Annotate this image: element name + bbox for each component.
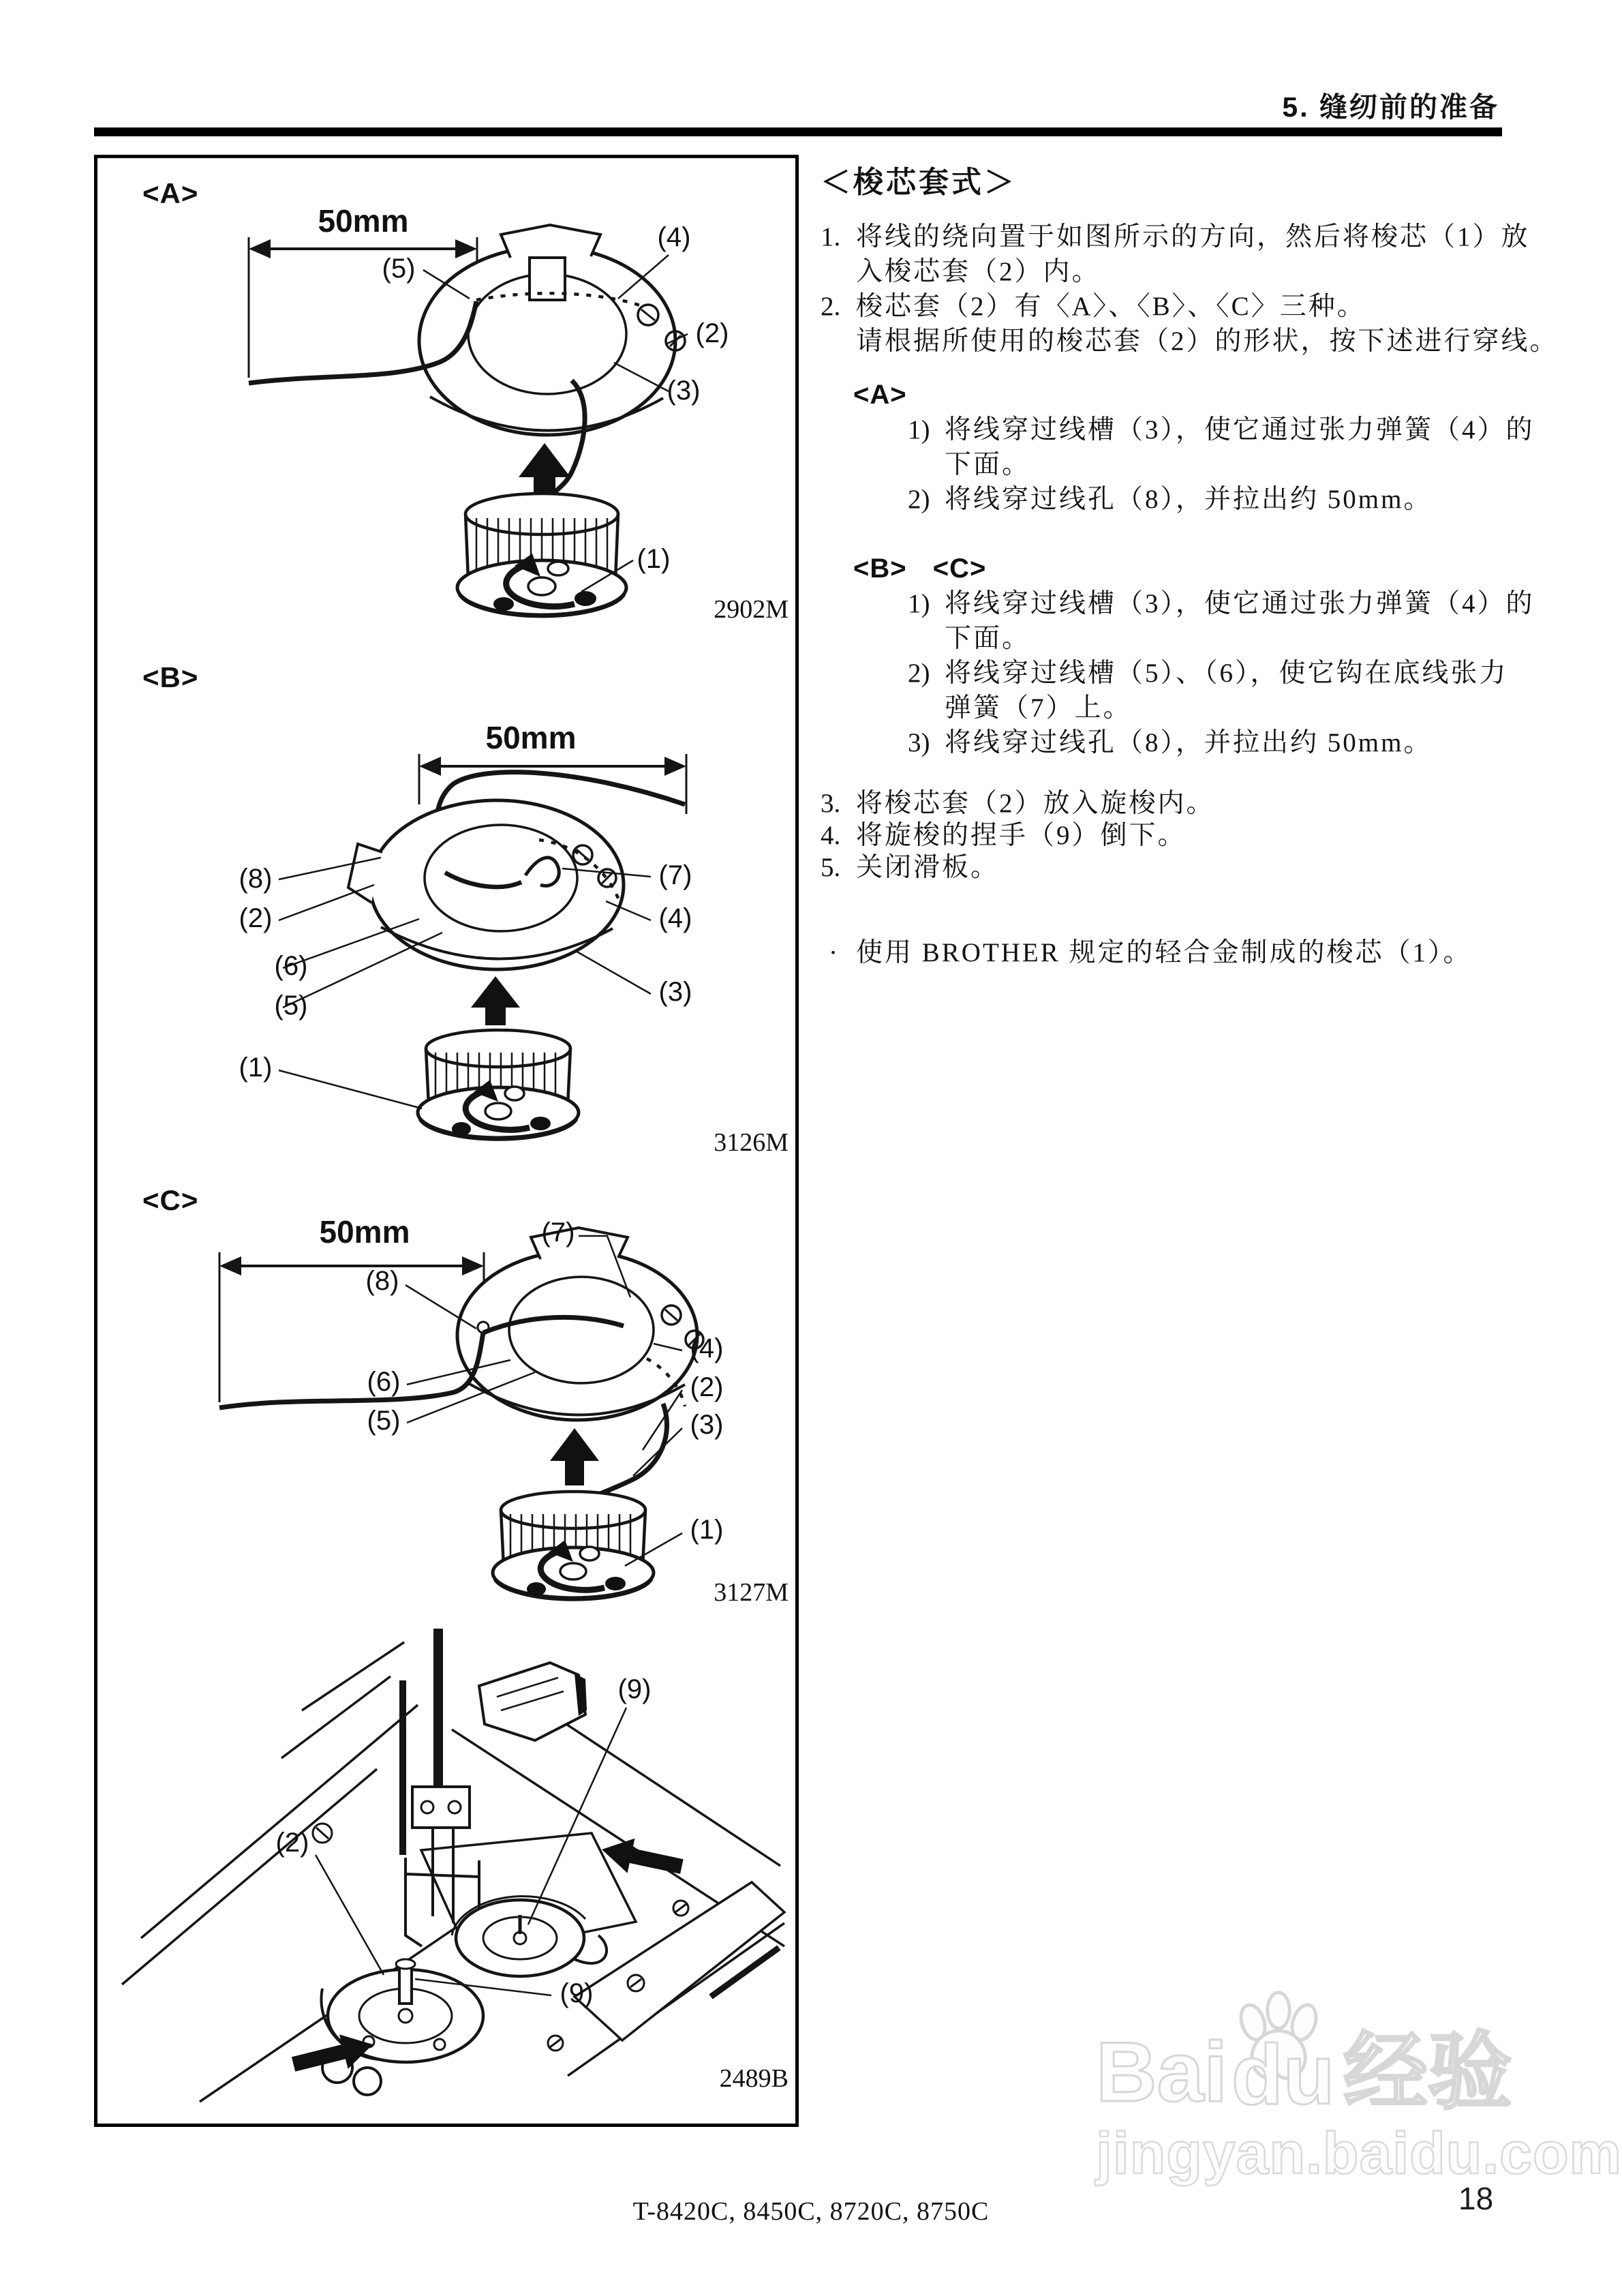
callout-6-b: (6) — [274, 951, 308, 981]
watermark-brand-cn: 经验 — [1343, 2025, 1512, 2119]
step-2-line-2: 请根据所使用的梭芯套（2）的形状，按下述进行穿线。 — [856, 327, 1559, 356]
callout-2-d: (2) — [275, 1828, 309, 1858]
callout-3-a: (3) — [667, 376, 701, 406]
section-label-b: <B> — [142, 661, 199, 693]
step-3 — [821, 787, 1611, 819]
figure-box — [94, 155, 799, 2127]
sub-a-item-1-line-2: 下面。 — [945, 450, 1031, 479]
dimension-label-c: 50mm — [319, 1214, 410, 1250]
step-3-number: 3. — [821, 789, 841, 818]
step-5 — [821, 851, 1611, 883]
diagram-d — [97, 1615, 795, 2124]
sub-bc-item-1 — [908, 586, 1611, 656]
watermark-brand-left: Bai — [1096, 2025, 1227, 2119]
sub-bc-item-2-line-2: 弹簧（7）上。 — [945, 693, 1132, 723]
bobbin-b — [418, 1030, 579, 1140]
step-2-line-1: 梭芯套（2）有〈A〉、〈B〉、〈C〉三种。 — [856, 292, 1366, 321]
callout-7-b: (7) — [658, 860, 692, 890]
baidu-paw-icon — [1227, 2012, 1335, 2122]
section-title: ＜梭芯套式＞ — [821, 166, 1017, 199]
page-number: 18 — [1458, 2181, 1494, 2216]
watermark-brand — [1096, 2012, 1621, 2122]
callout-3-c: (3) — [690, 1410, 724, 1440]
dimension-label-a: 50mm — [318, 203, 409, 239]
bobbin-case-c — [457, 1228, 703, 1420]
watermark-url: jingyan.baidu.com — [1096, 2121, 1622, 2186]
page-header-title: 5. 缝纫前的准备 — [1282, 91, 1499, 123]
sub-bc-item-1-line-1: 将线穿过线槽（3），使它通过张力弹簧（4）的 — [945, 589, 1535, 618]
footer-model-list: T-8420C, 8450C, 8720C, 8750C — [632, 2197, 990, 2226]
callout-9-top-d: (9) — [617, 1674, 652, 1704]
figure-number-c: 3127M — [714, 1578, 789, 1607]
callout-2-c: (2) — [690, 1372, 724, 1402]
sub-bc-item-3-number: 3) — [908, 728, 930, 757]
sub-section-bc-heading: <B> <C> — [853, 554, 987, 584]
step-5-number: 5. — [821, 853, 841, 882]
callout-7-c: (7) — [541, 1218, 575, 1248]
callout-1-b: (1) — [239, 1053, 273, 1083]
step-4-number: 4. — [821, 821, 841, 850]
callout-2-a: (2) — [695, 318, 729, 348]
sub-bc-item-3-line-1: 将线穿过线孔（8），并拉出约 50mm。 — [945, 728, 1433, 757]
sub-a-item-1-number: 1) — [908, 415, 930, 444]
callout-5-a: (5) — [382, 254, 416, 284]
sub-section-a — [853, 378, 1611, 517]
watermark-brand-mid: du — [1231, 2028, 1335, 2122]
sub-section-bc — [853, 552, 1611, 760]
figure-number-a: 2902M — [714, 595, 789, 624]
callout-4-c: (4) — [690, 1333, 724, 1363]
note-bullet-item — [821, 935, 1611, 970]
step-4-line-1: 将旋梭的捏手（9）倒下。 — [856, 821, 1187, 850]
left-rotary-hook — [321, 1959, 483, 2095]
header-rule — [94, 127, 1502, 136]
step-5-line-1: 关闭滑板。 — [856, 853, 1000, 882]
sub-bc-item-2-line-1: 将线穿过线槽（5）、（6），使它钩在底线张力 — [945, 659, 1508, 688]
sub-bc-item-3 — [908, 725, 1611, 760]
watermark — [1096, 2012, 1622, 2186]
callout-5-b: (5) — [274, 991, 308, 1021]
diagram-a — [97, 158, 795, 635]
thread-lever — [479, 1663, 587, 1740]
callout-2-b: (2) — [239, 903, 273, 933]
callout-5-c: (5) — [367, 1406, 401, 1436]
bobbin-case-b — [348, 800, 624, 969]
callout-8-b: (8) — [239, 864, 273, 894]
section-label-a: <A> — [142, 177, 199, 209]
sub-bc-item-1-line-2: 下面。 — [945, 624, 1031, 653]
figure-number-b: 3126M — [714, 1128, 789, 1157]
sub-bc-item-2 — [908, 656, 1611, 725]
bobbin-c — [493, 1492, 654, 1600]
callout-6-c: (6) — [367, 1367, 401, 1397]
step-1-line-1: 将线的绕向置于如图所示的方向，然后将梭芯（1）放 — [856, 222, 1530, 252]
sub-bc-item-1-number: 1) — [908, 589, 930, 618]
sub-a-item-1 — [908, 412, 1611, 482]
callout-4-a: (4) — [657, 222, 691, 252]
callout-1-c: (1) — [690, 1515, 724, 1545]
sub-section-a-heading: <A> — [853, 380, 907, 410]
sub-bc-item-2-number: 2) — [908, 659, 930, 688]
callout-8-c: (8) — [365, 1266, 399, 1296]
sub-a-item-2-number: 2) — [908, 485, 930, 514]
callout-4-b: (4) — [658, 903, 692, 933]
up-arrow-b — [471, 976, 520, 1025]
thread-tail-c — [219, 1333, 483, 1408]
step-4 — [821, 819, 1611, 851]
note-bullet: · — [829, 938, 840, 967]
up-arrow-c — [550, 1428, 599, 1485]
sub-a-item-1-line-1: 将线穿过线槽（3），使它通过张力弹簧（4）的 — [945, 415, 1535, 444]
callout-3-b: (3) — [658, 977, 692, 1007]
callout-9-bottom-d: (9) — [560, 1978, 594, 2008]
callout-1-a: (1) — [637, 544, 671, 574]
note-text: 使用 BROTHER 规定的轻合金制成的梭芯（1）。 — [856, 938, 1472, 967]
section-label-c: <C> — [142, 1184, 199, 1216]
sub-a-item-2-line-1: 将线穿过线孔（8），并拉出约 50mm。 — [945, 485, 1433, 514]
step-1-number: 1. — [821, 222, 841, 252]
bobbin-a — [457, 494, 626, 617]
dimension-label-b: 50mm — [485, 720, 577, 755]
diagram-c — [97, 1164, 795, 1615]
step-1-line-2: 入梭芯套（2）内。 — [856, 257, 1101, 286]
figure-number-d: 2489B — [719, 2064, 789, 2093]
step-1 — [821, 220, 1611, 289]
step-2-number: 2. — [821, 292, 841, 321]
dimension-50mm-b — [419, 720, 686, 814]
step-3-line-1: 将梭芯套（2）放入旋梭内。 — [856, 789, 1215, 818]
instruction-column — [821, 166, 1611, 970]
steps-3-to-5 — [821, 787, 1611, 883]
step-2 — [821, 289, 1611, 359]
sub-a-item-2 — [908, 482, 1611, 517]
diagram-b — [97, 635, 795, 1164]
